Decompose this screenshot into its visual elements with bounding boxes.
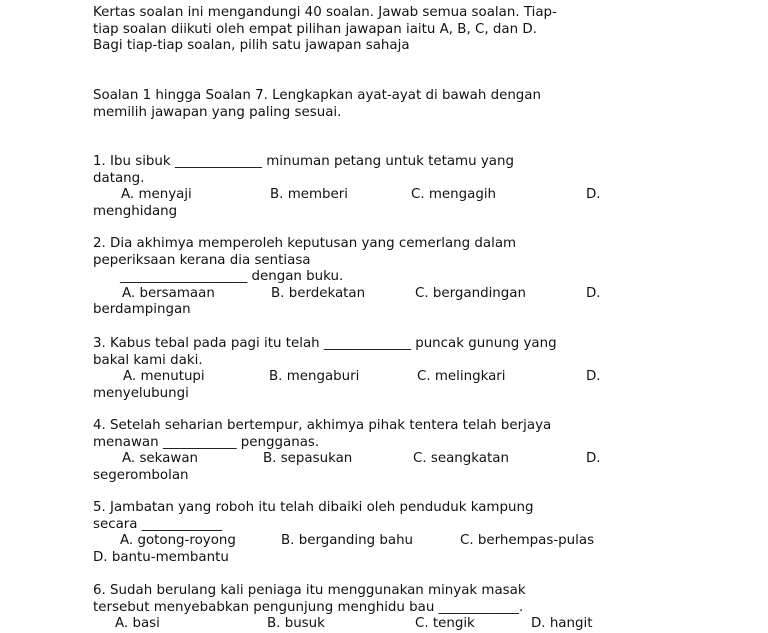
- question-5: [93, 500, 605, 566]
- question-4-options: [93, 451, 605, 468]
- question-6-options: [93, 616, 605, 633]
- question-5-option-a[interactable]: A. gotong-royong: [120, 533, 236, 548]
- question-6-option-d[interactable]: D. hangit: [531, 616, 593, 631]
- question-2: [93, 236, 605, 319]
- question-4-option-b[interactable]: B. sepasukan: [263, 451, 353, 466]
- question-3-option-d[interactable]: D.: [586, 369, 601, 384]
- question-2-stem-line-2: peperiksaan kerana dia sentiasa: [93, 252, 311, 268]
- question-6: [93, 583, 605, 633]
- question-3-option-d-text[interactable]: menyelubungi: [93, 385, 189, 401]
- question-3: [93, 336, 605, 402]
- question-5-option-b[interactable]: B. berganding bahu: [281, 533, 414, 548]
- question-1-option-d-text[interactable]: menghidang: [93, 203, 178, 219]
- question-5-options: [93, 533, 605, 550]
- question-5-stem-line-2: secara ____________: [93, 516, 223, 532]
- instructions: [93, 5, 605, 55]
- question-4-option-c[interactable]: C. seangkatan: [413, 451, 509, 466]
- question-6-option-c[interactable]: C. tengik: [415, 616, 475, 631]
- question-2-option-d[interactable]: D.: [586, 285, 601, 301]
- question-3-option-b[interactable]: B. mengaburi: [269, 369, 360, 384]
- question-2-stem-line-3: ___________________ dengan buku.: [120, 269, 344, 284]
- question-3-options: [93, 369, 605, 386]
- question-5-stem-line-1: 5. Jambatan yang roboh itu telah dibaiki oleh penduduk kampung: [93, 500, 534, 515]
- question-4-option-a[interactable]: A. sekawan: [122, 451, 199, 466]
- question-4-option-d[interactable]: D.: [586, 451, 601, 466]
- section-instruction: [93, 88, 605, 121]
- section-line-1: Soalan 1 hingga Soalan 7. Lengkapkan ayat-ayat di bawah dengan: [93, 88, 542, 103]
- question-4-stem-line-2: menawan ___________ pengganas.: [93, 434, 320, 450]
- question-3-option-a[interactable]: A. menutupi: [123, 369, 205, 384]
- section-line-2: memilih jawapan yang paling sesuai.: [93, 104, 342, 120]
- question-2-options: [93, 286, 605, 303]
- instructions-line-1: Kertas soalan ini mengandungi 40 soalan. Jawab semua soalan. Tiap-: [93, 5, 557, 20]
- question-2-option-b[interactable]: B. berdekatan: [271, 285, 366, 301]
- question-6-option-b[interactable]: B. busuk: [267, 616, 325, 631]
- question-4-option-d-text[interactable]: segerombolan: [93, 467, 189, 483]
- question-1-option-a[interactable]: A. menyaji: [121, 187, 192, 202]
- question-5-option-d[interactable]: D. bantu-membantu: [93, 549, 229, 565]
- question-4: [93, 418, 605, 484]
- question-1-options: [93, 187, 605, 204]
- question-1-option-c[interactable]: C. mengagih: [411, 187, 497, 202]
- question-6-stem-line-2: tersebut menyebabkan pengunjung menghidu bau ____________.: [93, 599, 524, 615]
- question-3-stem-line-2: bakal kami daki.: [93, 352, 203, 368]
- question-1: [93, 154, 605, 220]
- question-6-option-a[interactable]: A. basi: [115, 616, 160, 631]
- question-2-option-c[interactable]: C. bergandingan: [415, 285, 526, 301]
- question-3-stem-line-1: 3. Kabus tebal pada pagi itu telah _____________ puncak gunung yang: [93, 336, 557, 351]
- question-3-option-c[interactable]: C. melingkari: [417, 369, 506, 384]
- question-1-option-b[interactable]: B. memberi: [270, 187, 348, 202]
- instructions-line-3: Bagi tiap-tiap soalan, pilih satu jawapan sahaja: [93, 38, 410, 53]
- instructions-line-2: tiap soalan diikuti oleh empat pilihan jawapan iaitu A, B, C, dan D.: [93, 21, 537, 37]
- question-2-option-a[interactable]: A. bersamaan: [122, 285, 215, 301]
- question-4-stem-line-1: 4. Setelah seharian bertempur, akhimya pihak tentera telah berjaya: [93, 418, 552, 433]
- question-1-stem-line-1: 1. Ibu sibuk _____________ minuman petang untuk tetamu yang: [93, 154, 514, 169]
- question-2-option-d-text[interactable]: berdampingan: [93, 302, 191, 317]
- question-2-stem-line-1: 2. Dia akhimya memperoleh keputusan yang cemerlang dalam: [93, 236, 517, 251]
- question-6-stem-line-1: 6. Sudah berulang kali peniaga itu menggunakan minyak masak: [93, 583, 526, 598]
- question-1-option-d[interactable]: D.: [586, 187, 601, 202]
- question-1-stem-line-2: datang.: [93, 170, 145, 186]
- question-5-option-c[interactable]: C. berhempas-pulas: [460, 533, 595, 548]
